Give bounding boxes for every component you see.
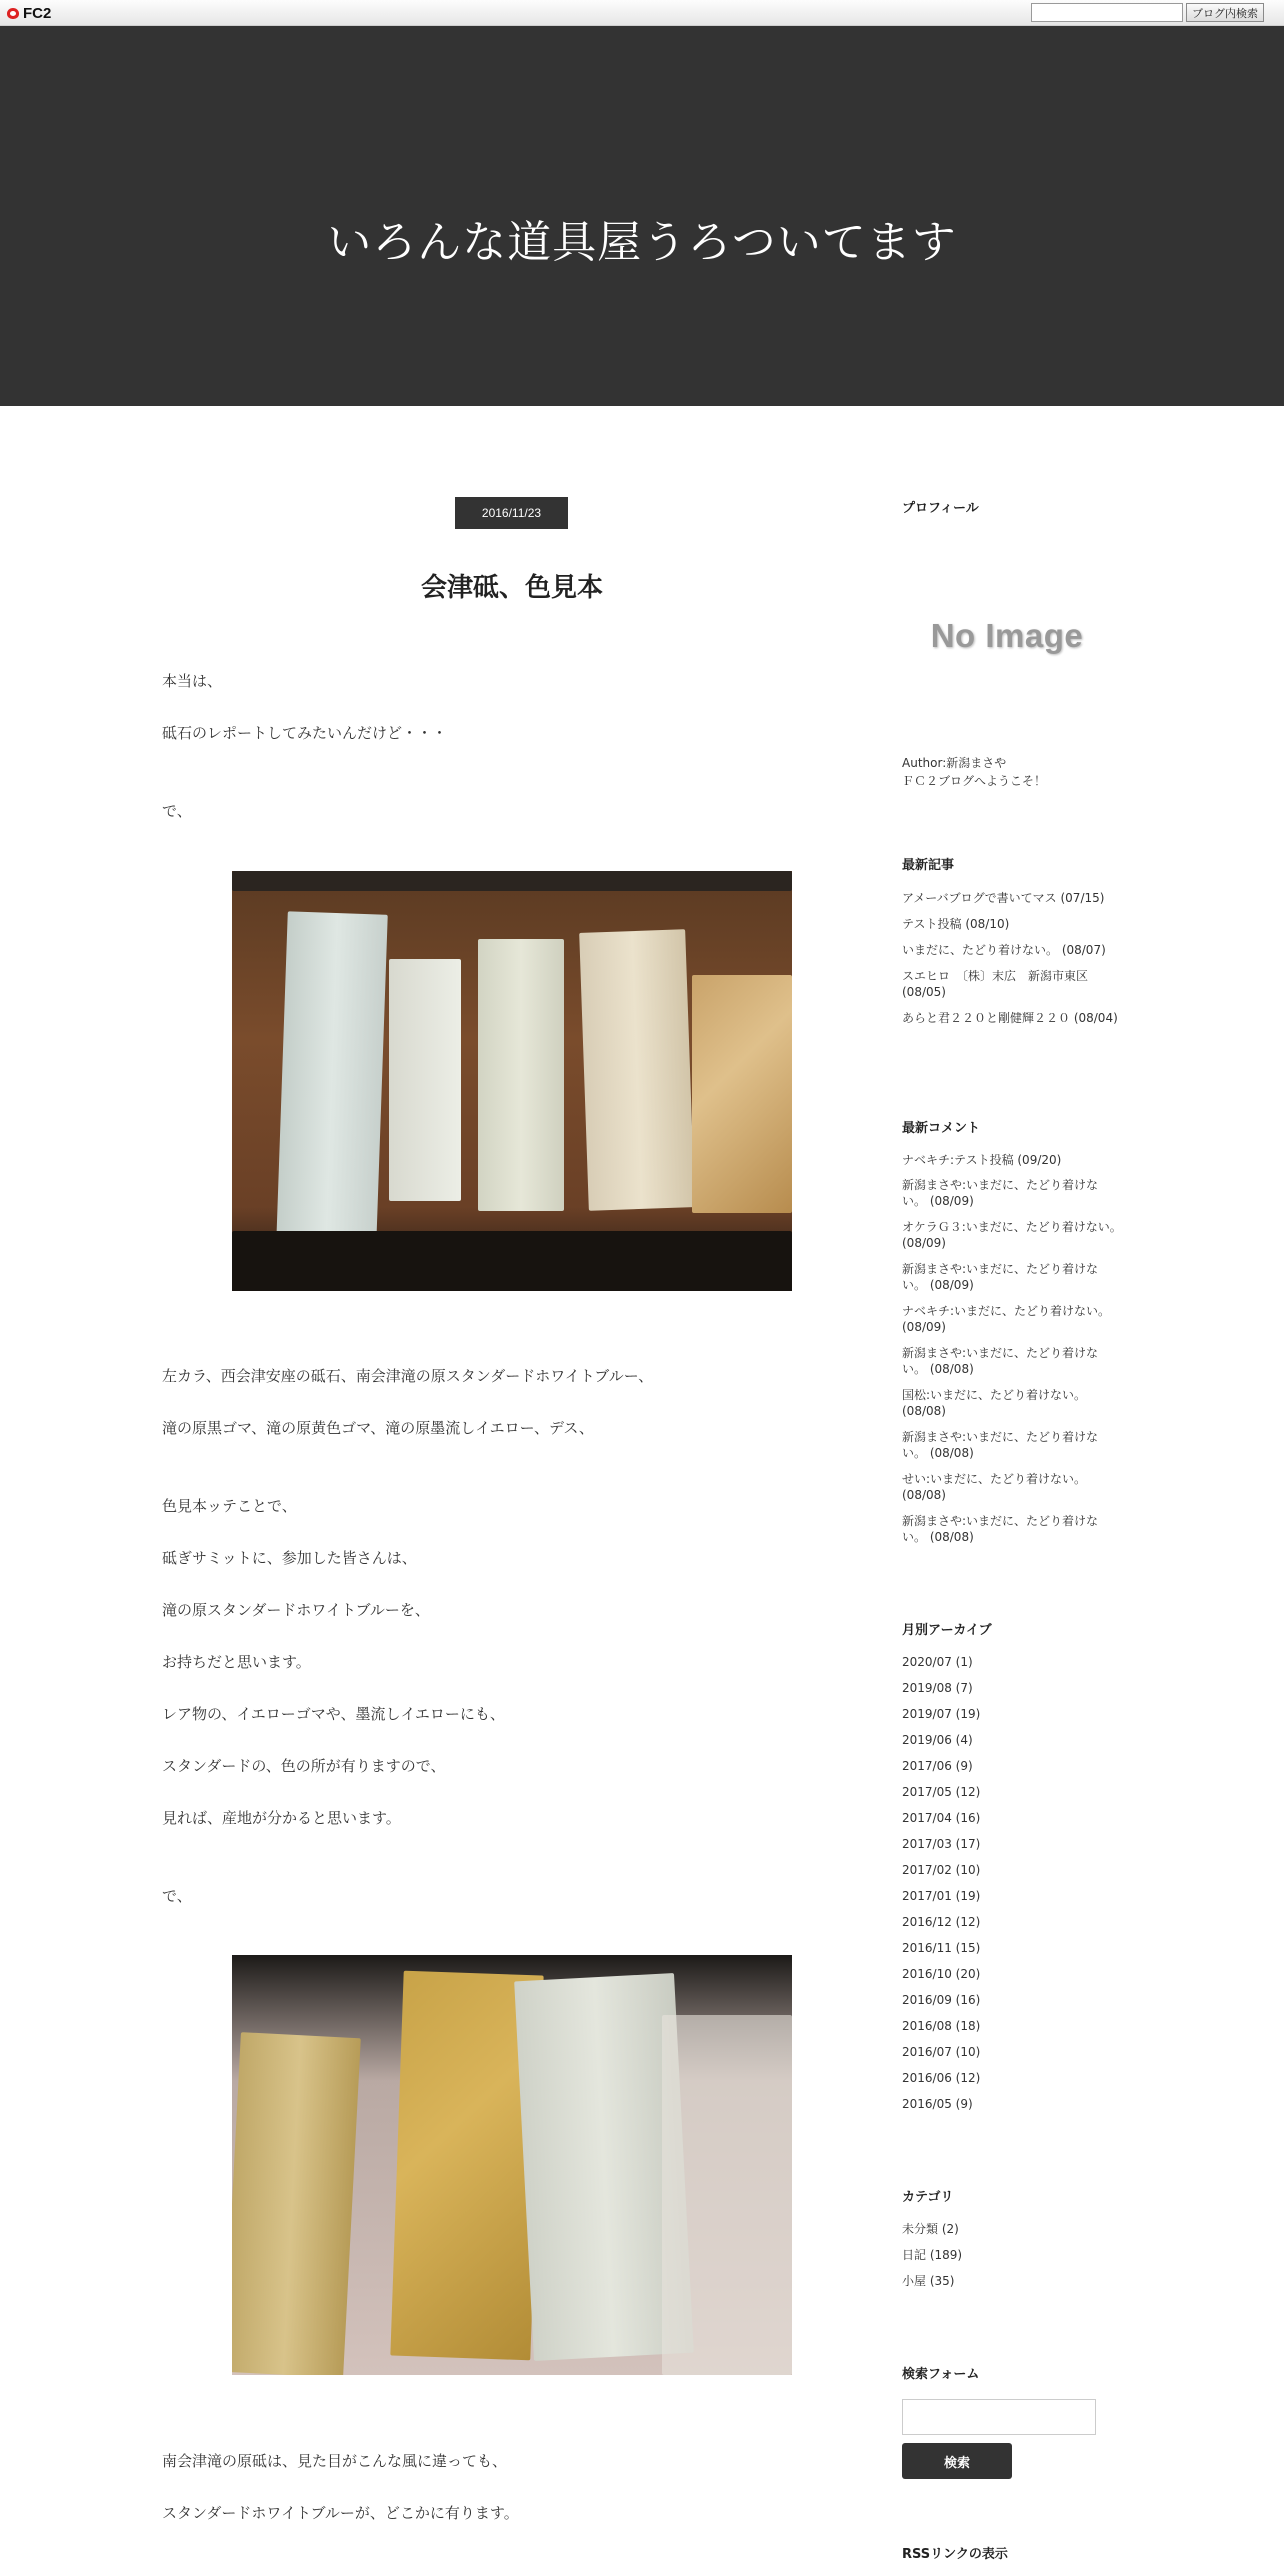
entry-paragraph: 左カラ、西会津安座の砥石、南会津滝の原スタンダードホワイトブルー、 bbox=[162, 1367, 654, 1385]
stone-ink-flow-yellow bbox=[692, 975, 792, 1213]
recent-post-link[interactable]: アメーバブログで書いてマス (07/15) bbox=[902, 891, 1105, 905]
recent-comment-link[interactable]: 新潟まさや:いまだに、たどり着けない。 (08/09) bbox=[902, 1262, 1099, 1292]
recent-comment-link[interactable]: 国松:いまだに、たどり着けない。 (08/08) bbox=[902, 1388, 1087, 1418]
profile-title: プロフィール bbox=[902, 501, 979, 516]
archive-link[interactable]: 2016/11 (15) bbox=[902, 1941, 981, 1955]
archive-link[interactable]: 2019/08 (7) bbox=[902, 1681, 973, 1695]
archive-link[interactable]: 2017/03 (17) bbox=[902, 1837, 981, 1851]
archives-title: 月別アーカイブ bbox=[902, 1623, 992, 1638]
archive-link[interactable]: 2019/07 (19) bbox=[902, 1707, 981, 1721]
archive-link[interactable]: 2017/02 (10) bbox=[902, 1863, 981, 1877]
category-link[interactable]: 日記 (189) bbox=[902, 2248, 963, 2262]
recent-post-link[interactable]: いまだに、たどり着けない。 (08/07) bbox=[902, 943, 1106, 957]
recent-comment-link[interactable]: ナベキチ:テスト投稿 (09/20) bbox=[902, 1153, 1062, 1167]
category-link[interactable]: 未分類 (2) bbox=[902, 2222, 959, 2236]
entry-paragraph: 本当は、 bbox=[162, 672, 223, 690]
fc2-topbar bbox=[0, 0, 1284, 26]
recent-comment-link[interactable]: 新潟まさや:いまだに、たどり着けない。 (08/09) bbox=[902, 1178, 1099, 1208]
entry-paragraph: 滝の原黒ゴマ、滝の原黄色ゴマ、滝の原墨流しイエロー、デス、 bbox=[162, 1419, 594, 1437]
entry-paragraph: スタンダードの、色の所が有りますので、 bbox=[162, 1757, 446, 1775]
profile-welcome: ＦＣ２ブログへようこそ！ bbox=[902, 774, 1047, 788]
profile-author: Author:新潟まさや bbox=[902, 756, 1007, 770]
entry-paragraph: 見れば、産地が分かると思います。 bbox=[162, 1809, 401, 1827]
archive-link[interactable]: 2016/08 (18) bbox=[902, 2019, 981, 2033]
recent-comment-link[interactable]: 新潟まさや:いまだに、たどり着けない。 (08/08) bbox=[902, 1430, 1099, 1460]
recent-post-link[interactable]: テスト投稿 (08/10) bbox=[902, 917, 1010, 931]
entry-paragraph: スタンダードホワイトブルーが、どこかに有ります。 bbox=[162, 2504, 519, 2522]
archive-link[interactable]: 2017/01 (19) bbox=[902, 1889, 981, 1903]
rss-title: RSSリンクの表示 bbox=[902, 2547, 1008, 2562]
site-title[interactable]: いろんな道具屋うろついてます bbox=[327, 217, 957, 268]
categories-title: カテゴリ bbox=[902, 2190, 954, 2205]
search-form-title: 検索フォーム bbox=[902, 2367, 980, 2382]
stone-black-sesame bbox=[389, 959, 461, 1201]
archive-link[interactable]: 2016/07 (10) bbox=[902, 2045, 981, 2059]
profile-no-image: No Image bbox=[930, 617, 1084, 654]
archive-link[interactable]: 2016/09 (16) bbox=[902, 1993, 981, 2007]
archive-link[interactable]: 2016/05 (9) bbox=[902, 2097, 973, 2111]
archive-link[interactable]: 2017/06 (9) bbox=[902, 1759, 973, 1773]
recent-post-link[interactable]: あらと君２２０と剛健輝２２０ (08/04) bbox=[902, 1011, 1118, 1025]
stone-white-speckled bbox=[579, 929, 695, 1211]
entry-title[interactable]: 会津砥、色見本 bbox=[420, 573, 603, 603]
sidebar-search-input[interactable] bbox=[902, 2399, 1096, 2435]
fc2-logo[interactable] bbox=[6, 4, 51, 22]
whetstone-photo-2[interactable] bbox=[232, 1955, 792, 2375]
archive-link[interactable]: 2016/10 (20) bbox=[902, 1967, 981, 1981]
recent-comment-link[interactable]: オケラＧ３:いまだに、たどり着けない。 (08/09) bbox=[902, 1220, 1122, 1250]
recent-comment-link[interactable]: ナベキチ:いまだに、たどり着けない。 (08/09) bbox=[902, 1304, 1111, 1334]
stone-white-blue-1 bbox=[276, 911, 388, 1246]
entry-paragraph: で、 bbox=[162, 802, 192, 820]
topbar-search-input[interactable] bbox=[1031, 3, 1183, 22]
entry-paragraph: 砥石のレポートしてみたいんだけど・・・ bbox=[162, 724, 448, 742]
stone-yellow-sesame bbox=[478, 939, 564, 1211]
recent-post-link[interactable]: スエヒロ 〔株〕末広 新潟市東区 (08/05) bbox=[902, 969, 1089, 999]
fc2-flame-icon bbox=[6, 6, 20, 20]
entry-paragraph: レア物の、イエローゴマや、墨流しイエローにも、 bbox=[162, 1705, 505, 1723]
entry-paragraph: 南会津滝の原砥は、見た目がこんな風に違っても、 bbox=[162, 2452, 508, 2470]
archive-link[interactable]: 2020/07 (1) bbox=[902, 1655, 973, 1669]
topbar-search bbox=[1031, 3, 1264, 22]
fc2-logo-text: FC2 bbox=[23, 4, 52, 22]
blog-search-button[interactable]: ブログ内検索 bbox=[1186, 3, 1264, 22]
archive-link[interactable]: 2019/06 (4) bbox=[902, 1733, 973, 1747]
whetstone-photo-1[interactable] bbox=[232, 871, 792, 1291]
entry-paragraph: 滝の原スタンダードホワイトブルーを、 bbox=[162, 1601, 430, 1619]
stone-left-yellow bbox=[232, 2032, 361, 2375]
entry-paragraph: 色見本ッテことで、 bbox=[162, 1497, 297, 1515]
recent-comment-link[interactable]: せい:いまだに、たどり着けない。 (08/08) bbox=[902, 1472, 1087, 1502]
recent-comments-title: 最新コメント bbox=[902, 1121, 981, 1136]
category-link[interactable]: 小屋 (35) bbox=[902, 2274, 955, 2288]
archive-link[interactable]: 2016/12 (12) bbox=[902, 1915, 981, 1929]
archive-link[interactable]: 2017/04 (16) bbox=[902, 1811, 981, 1825]
sidebar-search-button[interactable]: 検索 bbox=[902, 2443, 1012, 2479]
archive-link[interactable]: 2016/06 (12) bbox=[902, 2071, 981, 2085]
entry-paragraph: お持ちだと思います。 bbox=[162, 1653, 311, 1671]
recent-posts-title: 最新記事 bbox=[902, 858, 955, 873]
recent-comment-link[interactable]: 新潟まさや:いまだに、たどり着けない。 (08/08) bbox=[902, 1514, 1099, 1544]
entry-date: 2016/11/23 bbox=[455, 497, 568, 529]
recent-comment-link[interactable]: 新潟まさや:いまだに、たどり着けない。 (08/08) bbox=[902, 1346, 1099, 1376]
archive-link[interactable]: 2017/05 (12) bbox=[902, 1785, 981, 1799]
entry-paragraph: で、 bbox=[162, 1887, 192, 1905]
entry-paragraph: 砥ぎサミットに、参加した皆さんは、 bbox=[162, 1549, 417, 1567]
blog-header bbox=[0, 26, 1284, 406]
